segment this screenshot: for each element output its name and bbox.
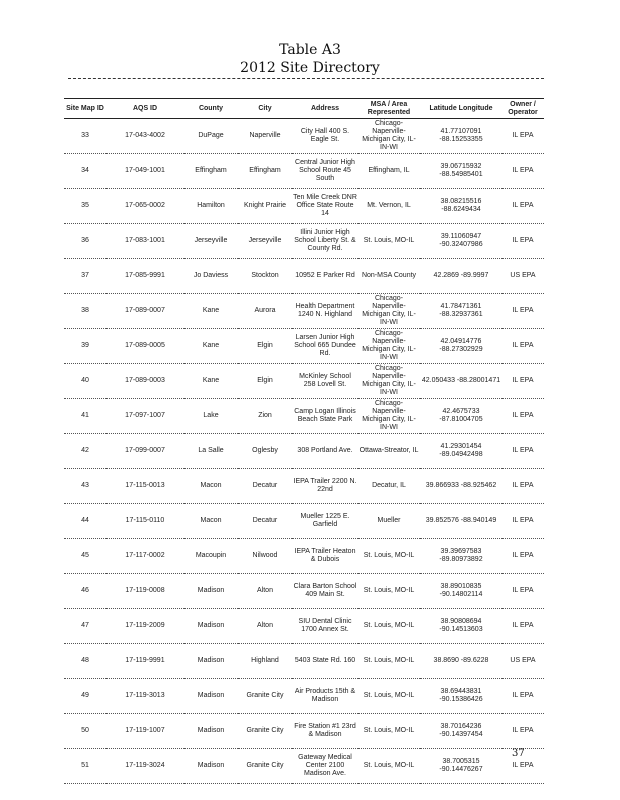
city-cell: Zion <box>238 399 292 434</box>
table-row <box>64 189 544 224</box>
county-cell: Macoupin <box>184 539 238 574</box>
city-cell: Granite City <box>238 749 292 784</box>
lat-long-cell: 41.29301454 -89.04942498 <box>420 434 502 469</box>
city-cell: Elgin <box>238 364 292 399</box>
aqs-id-cell: 17-119-2009 <box>106 609 184 644</box>
city-cell: Decatur <box>238 469 292 504</box>
msa-area-cell: Chicago-Naperville-Michigan City, IL-IN-WI <box>358 329 420 364</box>
site-map-id-cell: 49 <box>64 679 106 714</box>
county-cell: Kane <box>184 294 238 329</box>
owner-operator-cell: IL EPA <box>502 399 544 434</box>
header-aqs-id: AQS ID <box>106 99 184 119</box>
address-cell: Air Products 15th & Madison <box>292 679 358 714</box>
owner-operator-cell: IL EPA <box>502 749 544 784</box>
table-title: Table A3 <box>279 42 341 58</box>
county-cell: Madison <box>184 679 238 714</box>
city-cell: Knight Prairie <box>238 189 292 224</box>
aqs-id-cell: 17-049-1001 <box>106 154 184 189</box>
lat-long-cell: 39.06715932 -88.54985401 <box>420 154 502 189</box>
owner-operator-cell: IL EPA <box>502 679 544 714</box>
site-map-id-cell: 40 <box>64 364 106 399</box>
table-row <box>64 399 544 434</box>
table-row <box>64 119 544 154</box>
lat-long-cell: 38.08215516 -88.6249434 <box>420 189 502 224</box>
address-cell: Gateway Medical Center 2100 Madison Ave. <box>292 749 358 784</box>
site-map-id-cell: 44 <box>64 504 106 539</box>
aqs-id-cell: 17-083-1001 <box>106 224 184 259</box>
address-cell: Camp Logan Illinois Beach State Park <box>292 399 358 434</box>
msa-area-cell: St. Louis, MO-IL <box>358 574 420 609</box>
table-subtitle: 2012 Site Directory <box>240 60 380 76</box>
table-row <box>64 644 544 679</box>
aqs-id-cell: 17-119-0008 <box>106 574 184 609</box>
table-row <box>64 294 544 329</box>
msa-area-cell: St. Louis, MO-IL <box>358 644 420 679</box>
aqs-id-cell: 17-089-0005 <box>106 329 184 364</box>
msa-area-cell: Ottawa-Streator, IL <box>358 434 420 469</box>
county-cell: Jerseyville <box>184 224 238 259</box>
table-row <box>64 329 544 364</box>
lat-long-cell: 38.69443831 -90.15386426 <box>420 679 502 714</box>
msa-area-cell: Decatur, IL <box>358 469 420 504</box>
address-cell: City Hall 400 S. Eagle St. <box>292 119 358 154</box>
msa-area-cell: Effingham, IL <box>358 154 420 189</box>
county-cell: Madison <box>184 714 238 749</box>
lat-long-cell: 38.7005315 -90.14476267 <box>420 749 502 784</box>
site-map-id-cell: 43 <box>64 469 106 504</box>
address-cell: Health Department 1240 N. Highland <box>292 294 358 329</box>
table-row <box>64 364 544 399</box>
county-cell: Madison <box>184 749 238 784</box>
city-cell: Elgin <box>238 329 292 364</box>
table-row <box>64 469 544 504</box>
site-map-id-cell: 35 <box>64 189 106 224</box>
table-row <box>64 539 544 574</box>
table-row <box>64 749 544 784</box>
table-header-row <box>64 99 544 119</box>
aqs-id-cell: 17-115-0110 <box>106 504 184 539</box>
city-cell: Naperville <box>238 119 292 154</box>
site-map-id-cell: 36 <box>64 224 106 259</box>
table-row <box>64 679 544 714</box>
address-cell: Fire Station #1 23rd & Madison <box>292 714 358 749</box>
table-row <box>64 434 544 469</box>
table-row <box>64 574 544 609</box>
county-cell: Madison <box>184 609 238 644</box>
owner-operator-cell: US EPA <box>502 644 544 679</box>
lat-long-cell: 39.866933 -88.925462 <box>420 469 502 504</box>
lat-long-cell: 38.8690 -89.6228 <box>420 644 502 679</box>
city-cell: Aurora <box>238 294 292 329</box>
address-cell: Clara Barton School 409 Main St. <box>292 574 358 609</box>
msa-area-cell: Non-MSA County <box>358 259 420 294</box>
site-map-id-cell: 39 <box>64 329 106 364</box>
owner-operator-cell: IL EPA <box>502 294 544 329</box>
table-row <box>64 224 544 259</box>
owner-operator-cell: IL EPA <box>502 364 544 399</box>
owner-operator-cell: IL EPA <box>502 609 544 644</box>
table-row <box>64 504 544 539</box>
site-directory-table-wrapper <box>64 98 544 784</box>
msa-area-cell: Mt. Vernon, IL <box>358 189 420 224</box>
owner-operator-cell: IL EPA <box>502 574 544 609</box>
site-map-id-cell: 50 <box>64 714 106 749</box>
county-cell: Madison <box>184 574 238 609</box>
aqs-id-cell: 17-115-0013 <box>106 469 184 504</box>
address-cell: IEPA Trailer 2200 N. 22nd <box>292 469 358 504</box>
address-cell: Central Junior High School Route 45 South <box>292 154 358 189</box>
msa-area-cell: Chicago-Naperville-Michigan City, IL-IN-WI <box>358 399 420 434</box>
lat-long-cell: 38.90808694 -90.14513603 <box>420 609 502 644</box>
city-cell: Decatur <box>238 504 292 539</box>
owner-operator-cell: IL EPA <box>502 504 544 539</box>
city-cell: Highland <box>238 644 292 679</box>
msa-area-cell: St. Louis, MO-IL <box>358 749 420 784</box>
msa-area-cell: St. Louis, MO-IL <box>358 679 420 714</box>
site-map-id-cell: 45 <box>64 539 106 574</box>
msa-area-cell: Chicago-Naperville-Michigan City, IL-IN-WI <box>358 364 420 399</box>
aqs-id-cell: 17-099-0007 <box>106 434 184 469</box>
owner-operator-cell: IL EPA <box>502 434 544 469</box>
aqs-id-cell: 17-119-3024 <box>106 749 184 784</box>
lat-long-cell: 39.852576 -88.940149 <box>420 504 502 539</box>
msa-area-cell: St. Louis, MO-IL <box>358 609 420 644</box>
site-map-id-cell: 46 <box>64 574 106 609</box>
site-map-id-cell: 48 <box>64 644 106 679</box>
title-divider <box>68 78 544 79</box>
city-cell: Alton <box>238 609 292 644</box>
lat-long-cell: 41.77107091 -88.15253355 <box>420 119 502 154</box>
address-cell: Ten Mile Creek DNR Office State Route 14 <box>292 189 358 224</box>
site-map-id-cell: 47 <box>64 609 106 644</box>
city-cell: Effingham <box>238 154 292 189</box>
city-cell: Granite City <box>238 714 292 749</box>
msa-area-cell: St. Louis, MO-IL <box>358 539 420 574</box>
aqs-id-cell: 17-117-0002 <box>106 539 184 574</box>
site-map-id-cell: 37 <box>64 259 106 294</box>
city-cell: Nilwood <box>238 539 292 574</box>
msa-area-cell: St. Louis, MO-IL <box>358 224 420 259</box>
lat-long-cell: 41.78471361 -88.32937361 <box>420 294 502 329</box>
table-body <box>64 119 544 784</box>
county-cell: Hamilton <box>184 189 238 224</box>
aqs-id-cell: 17-065-0002 <box>106 189 184 224</box>
aqs-id-cell: 17-119-1007 <box>106 714 184 749</box>
site-map-id-cell: 41 <box>64 399 106 434</box>
owner-operator-cell: IL EPA <box>502 539 544 574</box>
county-cell: Lake <box>184 399 238 434</box>
county-cell: Kane <box>184 329 238 364</box>
aqs-id-cell: 17-085-9991 <box>106 259 184 294</box>
address-cell: IEPA Trailer Heaton & Dubois <box>292 539 358 574</box>
owner-operator-cell: IL EPA <box>502 714 544 749</box>
address-cell: McKinley School 258 Lovell St. <box>292 364 358 399</box>
county-cell: Jo Daviess <box>184 259 238 294</box>
table-row <box>64 259 544 294</box>
header-owner-operator: Owner / Operator <box>502 99 544 119</box>
header-city: City <box>238 99 292 119</box>
site-map-id-cell: 51 <box>64 749 106 784</box>
table-row <box>64 714 544 749</box>
lat-long-cell: 38.89010835 -90.14802114 <box>420 574 502 609</box>
header-msa-area: MSA / Area Represented <box>358 99 420 119</box>
aqs-id-cell: 17-089-0007 <box>106 294 184 329</box>
aqs-id-cell: 17-089-0003 <box>106 364 184 399</box>
msa-area-cell: Chicago-Naperville-Michigan City, IL-IN-WI <box>358 119 420 154</box>
owner-operator-cell: US EPA <box>502 259 544 294</box>
site-map-id-cell: 34 <box>64 154 106 189</box>
table-row <box>64 154 544 189</box>
lat-long-cell: 38.70164236 -90.14397454 <box>420 714 502 749</box>
address-cell: 5403 State Rd. 160 <box>292 644 358 679</box>
county-cell: Macon <box>184 469 238 504</box>
owner-operator-cell: IL EPA <box>502 119 544 154</box>
site-directory-table <box>64 98 544 784</box>
lat-long-cell: 39.39697583 -89.80973892 <box>420 539 502 574</box>
site-map-id-cell: 33 <box>64 119 106 154</box>
aqs-id-cell: 17-043-4002 <box>106 119 184 154</box>
msa-area-cell: Chicago-Naperville-Michigan City, IL-IN-WI <box>358 294 420 329</box>
county-cell: Effingham <box>184 154 238 189</box>
address-cell: Mueller 1225 E. Garfield <box>292 504 358 539</box>
city-cell: Jerseyville <box>238 224 292 259</box>
site-map-id-cell: 38 <box>64 294 106 329</box>
msa-area-cell: St. Louis, MO-IL <box>358 714 420 749</box>
msa-area-cell: Mueller <box>358 504 420 539</box>
owner-operator-cell: IL EPA <box>502 224 544 259</box>
address-cell: 10952 E Parker Rd <box>292 259 358 294</box>
owner-operator-cell: IL EPA <box>502 189 544 224</box>
county-cell: DuPage <box>184 119 238 154</box>
header-county: County <box>184 99 238 119</box>
lat-long-cell: 42.04914776 -88.27302929 <box>420 329 502 364</box>
lat-long-cell: 42.2869 -89.9997 <box>420 259 502 294</box>
lat-long-cell: 42.4675733 -87.81004705 <box>420 399 502 434</box>
county-cell: Madison <box>184 644 238 679</box>
page-number: 37 <box>512 748 525 759</box>
table-row <box>64 609 544 644</box>
header-site-map-id: Site Map ID <box>64 99 106 119</box>
aqs-id-cell: 17-119-9991 <box>106 644 184 679</box>
address-cell: Illini Junior High School Liberty St. & County Rd. <box>292 224 358 259</box>
lat-long-cell: 39.11060947 -90.32407986 <box>420 224 502 259</box>
address-cell: 308 Portland Ave. <box>292 434 358 469</box>
lat-long-cell: 42.050433 -88.28001471 <box>420 364 502 399</box>
address-cell: SIU Dental Clinic 1700 Annex St. <box>292 609 358 644</box>
owner-operator-cell: IL EPA <box>502 469 544 504</box>
aqs-id-cell: 17-119-3013 <box>106 679 184 714</box>
header-address: Address <box>292 99 358 119</box>
county-cell: Kane <box>184 364 238 399</box>
owner-operator-cell: IL EPA <box>502 154 544 189</box>
city-cell: Oglesby <box>238 434 292 469</box>
header-lat-long: Latitude Longitude <box>420 99 502 119</box>
address-cell: Larsen Junior High School 665 Dundee Rd. <box>292 329 358 364</box>
city-cell: Alton <box>238 574 292 609</box>
site-map-id-cell: 42 <box>64 434 106 469</box>
city-cell: Stockton <box>238 259 292 294</box>
owner-operator-cell: IL EPA <box>502 329 544 364</box>
county-cell: Macon <box>184 504 238 539</box>
aqs-id-cell: 17-097-1007 <box>106 399 184 434</box>
county-cell: La Salle <box>184 434 238 469</box>
city-cell: Granite City <box>238 679 292 714</box>
